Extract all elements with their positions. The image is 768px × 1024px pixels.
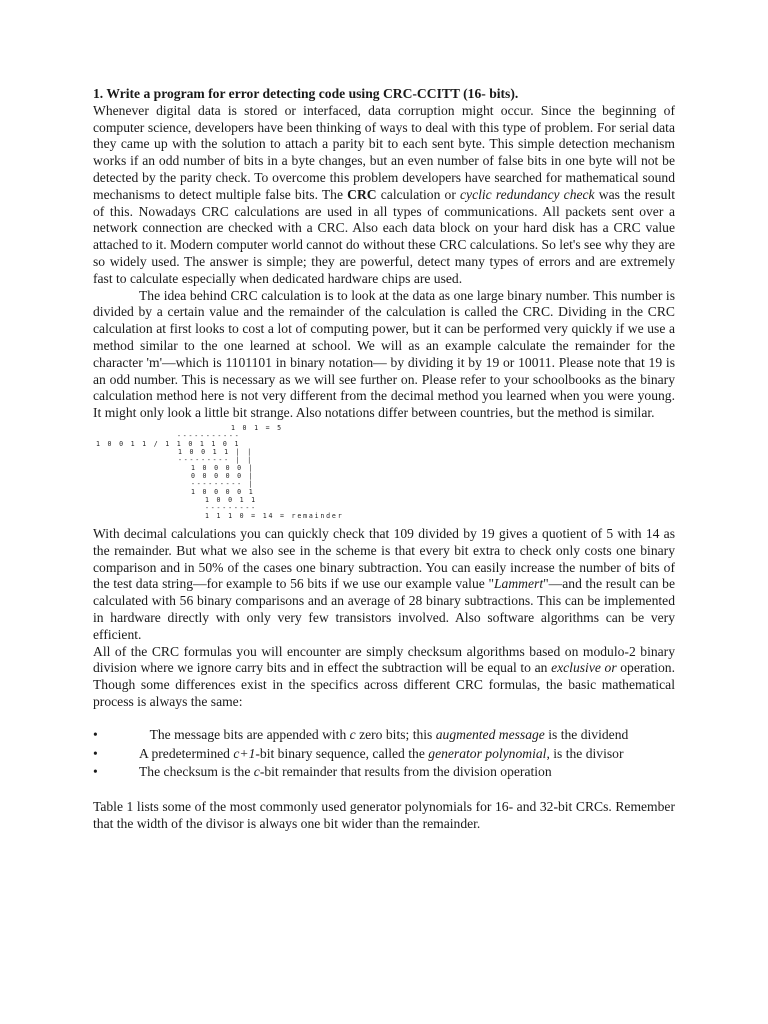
division-step: 1 0 0 0 0 1 xyxy=(191,487,255,496)
text-run-italic: generator polynomial xyxy=(428,745,547,761)
document-page xyxy=(93,86,675,833)
text-run-bold: CRC xyxy=(347,186,377,202)
paragraph-crc-formulas xyxy=(93,644,675,711)
bullet-list xyxy=(93,727,675,781)
division-step: 1 0 0 0 0 | xyxy=(191,463,255,472)
list-item xyxy=(93,746,675,763)
text-run: calculation or xyxy=(376,186,461,202)
text-run: A predetermined xyxy=(139,745,234,761)
list-item xyxy=(93,727,675,744)
text-run-italic: cyclic redundancy check xyxy=(460,186,595,202)
text-run-italic: c xyxy=(339,726,346,742)
text-run: is the dividend xyxy=(534,726,618,742)
text-run-italic: exclusive or xyxy=(551,660,617,676)
text-run-italic: Lammert xyxy=(494,576,544,592)
text-run: -bit binary sequence, called the xyxy=(255,745,429,761)
text-run: , is the divisor xyxy=(546,745,624,761)
text-run-italic: augmented message xyxy=(425,726,535,742)
paragraph-decimal-check xyxy=(93,526,675,644)
text-run-italic: c+1 xyxy=(233,745,256,761)
division-line: --------- | xyxy=(191,479,255,488)
division-line: --------- | | xyxy=(178,455,254,464)
paragraph-table-intro: Table 1 lists some of the most commonly used generator polynomials for 16- and 32-bit CRCs. Remember that the width of the divisor is always one bit wider than the remainder. xyxy=(93,799,675,831)
division-step: 0 0 0 0 0 | xyxy=(191,471,255,480)
list-item xyxy=(93,764,675,781)
text-run: The message bits are appended with xyxy=(139,726,340,742)
bullet-icon: • xyxy=(93,745,98,761)
text-run: Whenever digital data is stored or interfaced, data corruption might occur. Since the beginning of computer science, developers have been thinking of ways to deal with this type of problem. For serial data they came up with the solution to attach a parity bit to each sent byte. This simple detection mechanism works if an odd number of bits in a byte changes, but an even number of false bits in one byte will not be detected by the parity check. To overcome this problem developers have searched for mathematical sound mechanisms to detect multiple false bits. The xyxy=(93,102,675,202)
division-quotient: 1 0 1 = 5 xyxy=(231,423,283,432)
text-run: "—and the result can be calculated with 56 binary comparisons and an average of 28 binary subtractions. This can be implemented in hardware directly with only very few transistors involved. Also software algorithms can be very efficient. xyxy=(93,576,675,642)
text-run: All of the CRC formulas you will encounter are simply checksum algorithms based on modulo-2 binary division where we ignore carry bits and in effect the subtraction will be equal to an xyxy=(93,643,675,676)
text-run: -bit remainder that results from the division operation xyxy=(259,764,552,780)
bullet-icon: • xyxy=(93,726,98,742)
spacer xyxy=(93,783,675,799)
division-step: 1 0 0 1 1 | | xyxy=(178,447,254,456)
division-remainder: 1 1 1 0 = 14 = remainder xyxy=(205,511,344,520)
text-run: With decimal calculations you can quickly check that 109 divided by 19 gives a quotient of 5 with 14 as the remainder. But what we also see in the scheme is that every bit extra to check only costs one binary comparison and in 50% of the cases one binary subtraction. You can easily increase the number of bits of the test data string—for example to 56 bits if we use our example value " xyxy=(93,525,675,592)
binary-division-figure xyxy=(93,424,675,522)
text-run-italic: c xyxy=(253,764,260,780)
paragraph-crc-idea: The idea behind CRC calculation is to look at the data as one large binary number. This number is divided by a certain value and the remainder of the calculation is called the CRC. Dividing in the CRC calculation at first looks to cost a lot of computing power, but it can be performed very quickly if we use a method similar to the one learned at school. We will as an example calculate the remainder for the character 'm'—which is 1101101 in binary notation— by dividing it by 19 or 10011. Please note that 19 is an odd number. This is necessary as we will see further on. Please refer to your schoolbooks as the binary calculation method here is not very different from the decimal method you learned when you were young. It might only look a little bit strange. Also notations differ between countries, but the method is similar. xyxy=(93,287,675,421)
text-run: operation. Though some differences exist in the specifics across different CRC formulas, the basic mathematical process is always the same: xyxy=(93,660,675,709)
paragraph-intro xyxy=(93,103,675,288)
page-heading: 1. Write a program for error detecting code using CRC-CCITT (16- bits). xyxy=(93,86,519,101)
bullet-icon: • xyxy=(93,764,98,780)
text-run: zero bits; this xyxy=(345,726,426,742)
division-line: --------- xyxy=(205,503,257,512)
division-dividend: 1 0 0 1 1 / 1 1 0 1 1 0 1 xyxy=(96,439,241,448)
text-run: The checksum is the xyxy=(139,764,254,780)
division-line: ----------- xyxy=(177,431,241,440)
division-step: 1 0 0 1 1 xyxy=(205,495,257,504)
text-run: was the result of this. Nowadays CRC calculations are used in all types of communications. All packets sent over a network connection are checked with a CRC. Also each data block on your hard disk has a CRC value attached to it. Modern computer world cannot do without these CRC calculations. So let's see why they are so widely used. The answer is simple; they are powerful, detect many types of errors and are extremely fast to calculate especially when dedicated hardware chips are used. xyxy=(93,186,675,286)
